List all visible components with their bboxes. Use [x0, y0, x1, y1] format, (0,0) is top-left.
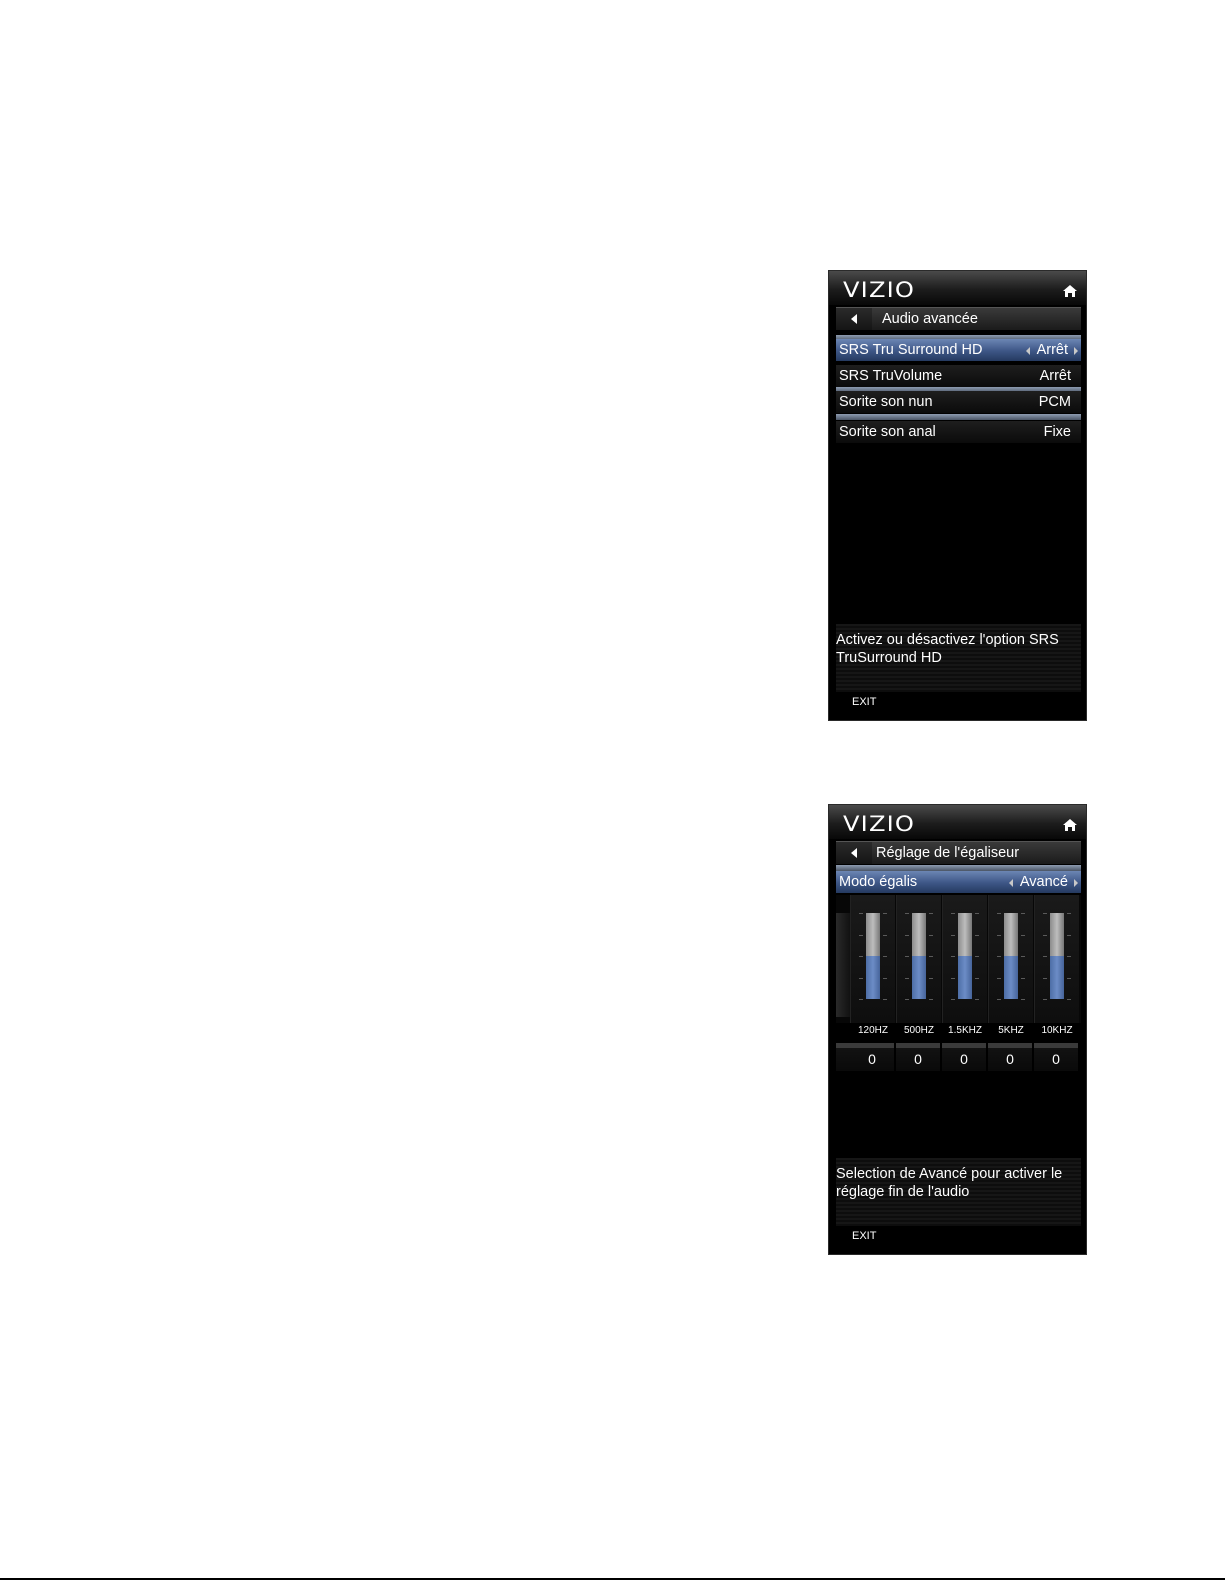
eq-tick-mark	[859, 999, 863, 1000]
menu-item-label: SRS TruVolume	[839, 368, 943, 384]
eq-tick-mark	[975, 999, 979, 1000]
help-text: Activez ou désactivez l'option SRS TruSurround HD	[836, 632, 1059, 666]
eq-tick-mark	[905, 935, 909, 936]
eq-mode-label: Modo égalis	[839, 874, 918, 890]
eq-band-value: 0	[960, 1051, 968, 1067]
eq-tick-mark	[859, 935, 863, 936]
eq-tick-mark	[997, 978, 1001, 979]
eq-tick-mark	[1043, 913, 1047, 914]
menu-item-label: Sorite son anal	[839, 424, 936, 440]
panel-header	[829, 805, 1086, 839]
eq-tick-mark	[1021, 956, 1025, 957]
eq-band-500hz[interactable]	[896, 895, 941, 1036]
eq-slider-track[interactable]	[958, 913, 972, 999]
eq-tick-mark	[905, 999, 909, 1000]
eq-tick-mark	[859, 956, 863, 957]
menu-title: Audio avancée	[882, 311, 978, 327]
eq-tick-mark	[883, 935, 887, 936]
equalizer-panel	[828, 804, 1087, 1255]
eq-tick-mark	[859, 978, 863, 979]
eq-band-label: 120HZ	[857, 1025, 888, 1036]
eq-value-edge	[836, 1043, 850, 1071]
eq-value-cell	[988, 1043, 1032, 1071]
eq-tick-mark	[1021, 935, 1025, 936]
eq-tick-mark	[1021, 999, 1025, 1000]
eq-tick-mark	[951, 913, 955, 914]
eq-tick-mark	[929, 913, 933, 914]
eq-slider-track[interactable]	[1004, 913, 1018, 999]
eq-tick-mark	[1043, 935, 1047, 936]
eq-tick-mark	[951, 999, 955, 1000]
eq-tick-mark	[905, 978, 909, 979]
chevron-right-icon[interactable]	[1074, 879, 1078, 887]
eq-tick-mark	[975, 978, 979, 979]
menu-title-bar	[836, 307, 1081, 330]
menu-title: Réglage de l'égaliseur	[876, 845, 1020, 861]
menu-item-value: Arrêt	[1039, 368, 1071, 384]
exit-button[interactable]: EXIT	[852, 696, 877, 708]
menu-item-value: PCM	[1038, 394, 1071, 410]
eq-tick-mark	[859, 913, 863, 914]
home-icon[interactable]	[1062, 818, 1078, 832]
eq-tick-mark	[1021, 978, 1025, 979]
eq-slider-fill	[1050, 956, 1064, 999]
divider	[836, 414, 1081, 420]
eq-value-cell	[850, 1043, 894, 1071]
panel-header	[829, 271, 1086, 305]
exit-button[interactable]: EXIT	[852, 1230, 877, 1242]
eq-tick-mark	[951, 935, 955, 936]
eq-slider-fill	[912, 956, 926, 999]
back-arrow-icon	[851, 848, 857, 858]
eq-tick-mark	[883, 913, 887, 914]
eq-tick-mark	[1067, 978, 1071, 979]
chevron-right-icon[interactable]	[1074, 347, 1078, 355]
equalizer-sliders	[836, 895, 1081, 1036]
eq-slider-fill	[1004, 956, 1018, 999]
eq-band-value: 0	[1006, 1051, 1014, 1067]
eq-mode-selector[interactable]	[836, 871, 1081, 893]
eq-band-label: 1.5KHZ	[948, 1025, 982, 1036]
eq-tick-mark	[905, 956, 909, 957]
eq-value-cell	[1034, 1043, 1078, 1071]
eq-tick-mark	[1067, 913, 1071, 914]
page-bottom-rule	[0, 1578, 1225, 1580]
eq-slider-track[interactable]	[866, 913, 880, 999]
menu-item-value: Arrêt	[1036, 342, 1068, 358]
eq-band-5khz[interactable]	[988, 895, 1033, 1036]
eq-tick-mark	[951, 956, 955, 957]
audio-advanced-panel	[828, 270, 1087, 721]
eq-band-label: 500HZ	[903, 1025, 934, 1036]
eq-tick-mark	[1021, 913, 1025, 914]
eq-value-cell	[896, 1043, 940, 1071]
eq-tick-mark	[929, 978, 933, 979]
menu-item-srs-truvolume[interactable]	[836, 365, 1081, 387]
eq-slider-track[interactable]	[912, 913, 926, 999]
eq-tick-mark	[1067, 935, 1071, 936]
chevron-left-icon[interactable]	[1009, 879, 1013, 887]
eq-tick-mark	[975, 956, 979, 957]
eq-tick-mark	[929, 956, 933, 957]
eq-tick-mark	[883, 956, 887, 957]
menu-item-srs-tru-surround[interactable]	[836, 339, 1081, 361]
back-arrow-icon	[851, 314, 857, 324]
eq-slider-fill	[866, 956, 880, 999]
eq-tick-mark	[997, 913, 1001, 914]
help-text: Selection de Avancé pour activer le réglage fin de l'audio	[836, 1166, 1063, 1200]
help-box	[836, 624, 1081, 692]
vizio-logo: VIZIO	[843, 278, 916, 302]
chevron-left-icon[interactable]	[1026, 347, 1030, 355]
eq-band-120hz[interactable]	[850, 895, 895, 1036]
back-button[interactable]	[836, 308, 872, 330]
eq-slider-track[interactable]	[1050, 913, 1064, 999]
eq-tick-mark	[951, 978, 955, 979]
menu-item-sortie-son-num[interactable]	[836, 391, 1081, 413]
eq-band-10khz[interactable]	[1034, 895, 1079, 1036]
help-box	[836, 1158, 1081, 1226]
eq-tick-mark	[997, 999, 1001, 1000]
eq-tick-mark	[883, 978, 887, 979]
menu-item-label: Sorite son nun	[839, 394, 933, 410]
eq-tick-mark	[929, 935, 933, 936]
back-button[interactable]	[836, 842, 872, 864]
eq-band-label: 5KHZ	[998, 1025, 1024, 1036]
eq-tick-mark	[1043, 999, 1047, 1000]
eq-band-value: 0	[1052, 1051, 1060, 1067]
home-icon[interactable]	[1062, 284, 1078, 298]
vizio-logo: VIZIO	[843, 812, 916, 836]
eq-tick-mark	[975, 935, 979, 936]
eq-tick-mark	[905, 913, 909, 914]
eq-slider-fill	[958, 956, 972, 999]
eq-tick-mark	[883, 999, 887, 1000]
eq-tick-mark	[975, 913, 979, 914]
eq-tick-mark	[929, 999, 933, 1000]
eq-tick-mark	[997, 956, 1001, 957]
eq-tick-mark	[1043, 956, 1047, 957]
eq-tick-mark	[1067, 956, 1071, 957]
eq-band-1-5khz[interactable]	[942, 895, 987, 1036]
eq-mode-value: Avancé	[1019, 874, 1068, 890]
menu-item-value: Fixe	[1043, 424, 1071, 440]
menu-title-bar	[836, 841, 1081, 864]
menu-item-sortie-son-anal[interactable]	[836, 421, 1081, 443]
menu-item-label: SRS Tru Surround HD	[839, 342, 983, 358]
eq-band-label: 10KHZ	[1041, 1025, 1073, 1036]
eq-value-cell	[942, 1043, 986, 1071]
eq-tick-mark	[1043, 978, 1047, 979]
eq-tick-mark	[1067, 999, 1071, 1000]
eq-left-edge	[836, 913, 850, 1017]
eq-band-value: 0	[914, 1051, 922, 1067]
eq-tick-mark	[997, 935, 1001, 936]
eq-band-value: 0	[868, 1051, 876, 1067]
